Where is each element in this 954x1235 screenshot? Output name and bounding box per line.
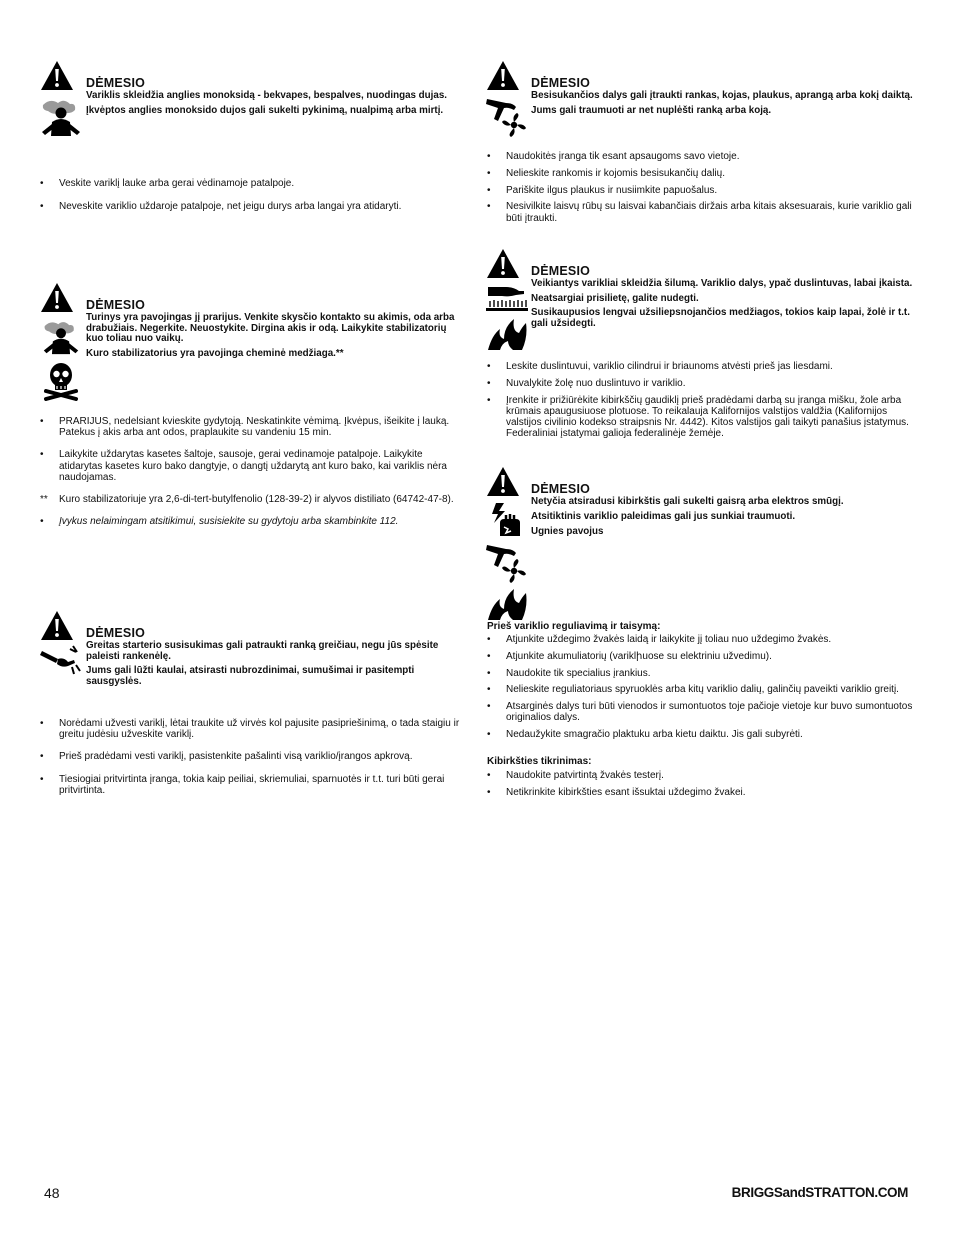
warning-icons — [486, 466, 528, 625]
warning-line: Susikaupusios lengvai užsiliepsnojančios medžiagos, tokios kaip lapai, žolė ir t.t. gali užsidegti. — [531, 307, 910, 329]
list-item: • Nelieskite reguliatoriaus spyruoklės arba kitų variklio dalių, galinčių paveikti variklio greitį. — [487, 684, 899, 696]
warning-text — [531, 248, 914, 333]
page-number: 48 — [44, 1185, 60, 1201]
warning-line: Ugnies pavojus — [531, 526, 604, 538]
bullet-list — [40, 718, 461, 802]
warning-line: Kuro stabilizatorius yra pavojinga cheminė medžiaga.** — [86, 347, 344, 359]
list-item: • Norėdami užvesti variklį, lėtai traukite už virvės kol pajusite pasipriešinimą, o tada staigiu ir greitu judėsiu užveskite variklį. — [40, 718, 460, 741]
bullet-list — [487, 770, 914, 804]
bullet-list — [40, 416, 461, 533]
list-item: • Naudokite tik specialius įrankius. — [487, 667, 651, 679]
footer-brand: BRIGGSandSTRATTON.COM — [731, 1185, 908, 1200]
warning-line: Variklis skleidžia anglies monoksidą - bekvapes, bespalves, nuodingas dujas. — [86, 90, 447, 101]
fire-icon — [486, 587, 528, 621]
warning-line: Jums gali traumuoti ar net nuplėšti ranką arba koją. — [531, 104, 772, 116]
warning-title: DĖMESIO — [86, 298, 146, 312]
warning-triangle-icon — [486, 60, 520, 91]
bullet-list — [487, 634, 914, 746]
warning-text — [86, 60, 459, 120]
electric-shock-icon — [486, 501, 528, 537]
list-item: • Netikrinkite kibirkšties esant išsuktai uždegimo žvakei. — [487, 786, 746, 798]
list-item: • Atjunkite uždegimo žvakės laidą ir laikykite jį toliau nuo uždegimo žvakės. — [487, 634, 832, 645]
warning-line: Turinys yra pavojingas jį prarijus. Venkite skysčio kontakto su akimis, oda arba drabužiais. Negerkite. Neuostykite. Dirgina akis ir odą. Laikykite stabilizatorių kuo toliau nuo vaikų. — [86, 312, 455, 345]
rotating-parts-icon — [486, 95, 528, 137]
bullet-list — [487, 151, 914, 229]
warning-title: DĖMESIO — [531, 76, 591, 90]
toxic-gas-icon — [40, 317, 82, 355]
list-item: • Nuvalykite žolę nuo duslintuvo ir variklio. — [487, 377, 686, 389]
warning-line: Netyčia atsiradusi kibirkštis gali sukelti gaisrą arba elektros smūgį. — [531, 496, 844, 507]
list-item: ** Kuro stabilizatoriuje yra 2,6-di-tert-butylfenolio (128-39-2) ir alyvos distiliato (64742-47-8). — [40, 494, 454, 506]
warning-icons — [40, 282, 82, 405]
warning-text — [531, 60, 914, 120]
warning-icons — [40, 610, 82, 679]
warning-icons — [40, 60, 82, 141]
warning-triangle-icon — [40, 60, 74, 91]
warning-text — [86, 282, 459, 363]
section-heading: Prieš variklio reguliavimą ir taisymą: — [487, 621, 661, 632]
list-item: • Veskite variklį lauke arba gerai vėdinamoje patalpoje. — [40, 178, 295, 189]
warning-title: DĖMESIO — [86, 626, 146, 640]
list-item: • Naudokitės įranga tik esant apsaugoms savo vietoje. — [487, 151, 740, 162]
fire-icon — [486, 317, 528, 351]
skull-crossbones-icon — [40, 359, 82, 401]
list-item: • Naudokite patvirtintą žvakės testerį. — [487, 770, 664, 781]
warning-line: Neatsargiai prisilietę, galite nudegti. — [531, 292, 699, 304]
rotating-parts-icon — [486, 541, 528, 583]
starter-kickback-icon — [40, 645, 82, 675]
warning-title: DĖMESIO — [531, 482, 591, 496]
bullet-list — [40, 178, 461, 218]
list-item: • Atsarginės dalys turi būti vienodos ir sumontuotos toje pačioje vietoje kur buvo sumontuotos originalios dalys. — [487, 701, 913, 724]
list-item: • Prieš pradėdami vesti variklį, pasistenkite pašalinti visą variklio/įrangos apkrovą. — [40, 751, 413, 763]
list-item: • Nedaužykite smagračio plaktuku arba kietu daiktu. Jis gali subyrėti. — [487, 729, 803, 741]
warning-icons — [486, 60, 528, 141]
section-heading: Kibirkšties tikrinimas: — [487, 756, 592, 767]
warning-line: Greitas starterio susisukimas gali patraukti ranką greičiau, negu jūs spėsite paleisti rankenėlę. — [86, 640, 439, 662]
list-item: • Nesivilkite laisvų rūbų su laisvai kabančiais diržais arba kitais aksesuarais, kurie variklio gali būti įtraukti. — [487, 201, 912, 224]
warning-text — [531, 466, 914, 542]
warning-icons — [486, 248, 528, 355]
list-item: • Nelieskite rankomis ir kojomis besisukančių dalių. — [487, 167, 725, 179]
warning-triangle-icon — [40, 282, 74, 313]
warning-line: Veikiantys varikliai skleidžia šilumą. Variklio dalys, ypač duslintuvas, labai įkaista. — [531, 278, 913, 289]
warning-text — [86, 610, 459, 691]
warning-triangle-icon — [40, 610, 74, 641]
warning-triangle-icon — [486, 466, 520, 497]
warning-line: Įkvėptos anglies monoksido dujos gali sukelti pykinimą, nualpimą arba mirtį. — [86, 104, 444, 116]
list-item: • PRARIJUS, nedelsiant kvieskite gydytoją. Neskatinkite vėmimą. Įkvėpus, išeikite į lauką. Patekus į akis arba ant odos, praplaukite su vandeniu 15 min. — [40, 416, 450, 439]
warning-line: Atsitiktinis variklio paleidimas gali jus sunkiai traumuoti. — [531, 510, 796, 522]
warning-line: Jums gali lūžti kaulai, atsirasti nubrozdinimai, sumušimai ir pasitempti sausgyslės. — [86, 665, 415, 687]
list-item: • Tiesiogiai pritvirtinta įranga, tokia kaip peiliai, skriemuliai, sparnuotės ir t.t. turi būti gerai pritvirtinta. — [40, 773, 445, 796]
warning-title: DĖMESIO — [86, 76, 146, 90]
list-item: • Įvykus nelaimingam atsitikimui, susisiekite su gydytoju arba skambinkite 112. — [40, 516, 399, 528]
warning-triangle-icon — [486, 248, 520, 279]
toxic-gas-icon — [40, 95, 82, 137]
warning-title: DĖMESIO — [531, 264, 591, 278]
list-item: • Leskite duslintuvui, variklio cilindrui ir briaunoms atvėsti prieš jas liesdami. — [487, 361, 833, 372]
list-item: • Neveskite variklio uždaroje patalpoje, net jeigu durys arba langai yra atidaryti. — [40, 201, 402, 213]
list-item: • Pariškite ilgus plaukus ir nusiimkite papuošalus. — [487, 184, 718, 196]
list-item: • Atjunkite akumuliatorių (variklիuose su elektriniu užvedimu). — [487, 650, 772, 662]
warning-line: Besisukančios dalys gali įtraukti rankas, kojas, plaukus, aprangą arba kokį daiktą. — [531, 90, 913, 101]
list-item: • Įrenkite ir prižiūrėkite kibirkščių gaudiklį prieš pradėdami darbą su įranga mišku, žole arba krūmais apaugusiuose plotuose. To reikalauja Kalifornijos valstijos valdžia (Kalifornijos valstijos civilinio kodekso straipsnis Nr. 4442). Kitos valstijos gali taikyti panašius įstatymus. Federaliniai įstatymai galioja federalinėje žemėje. — [487, 394, 909, 440]
hot-surface-icon — [486, 283, 528, 313]
bullet-list — [487, 361, 914, 445]
list-item: • Laikykite uždarytas kasetes šaltoje, sausoje, gerai vedinamoje patalpoje. Laikykite atidarytas kasetes kuro bako dangtyje, o dangtį uždarytą ant kuro bako, kai variklis nėra naudojamas. — [40, 449, 447, 483]
